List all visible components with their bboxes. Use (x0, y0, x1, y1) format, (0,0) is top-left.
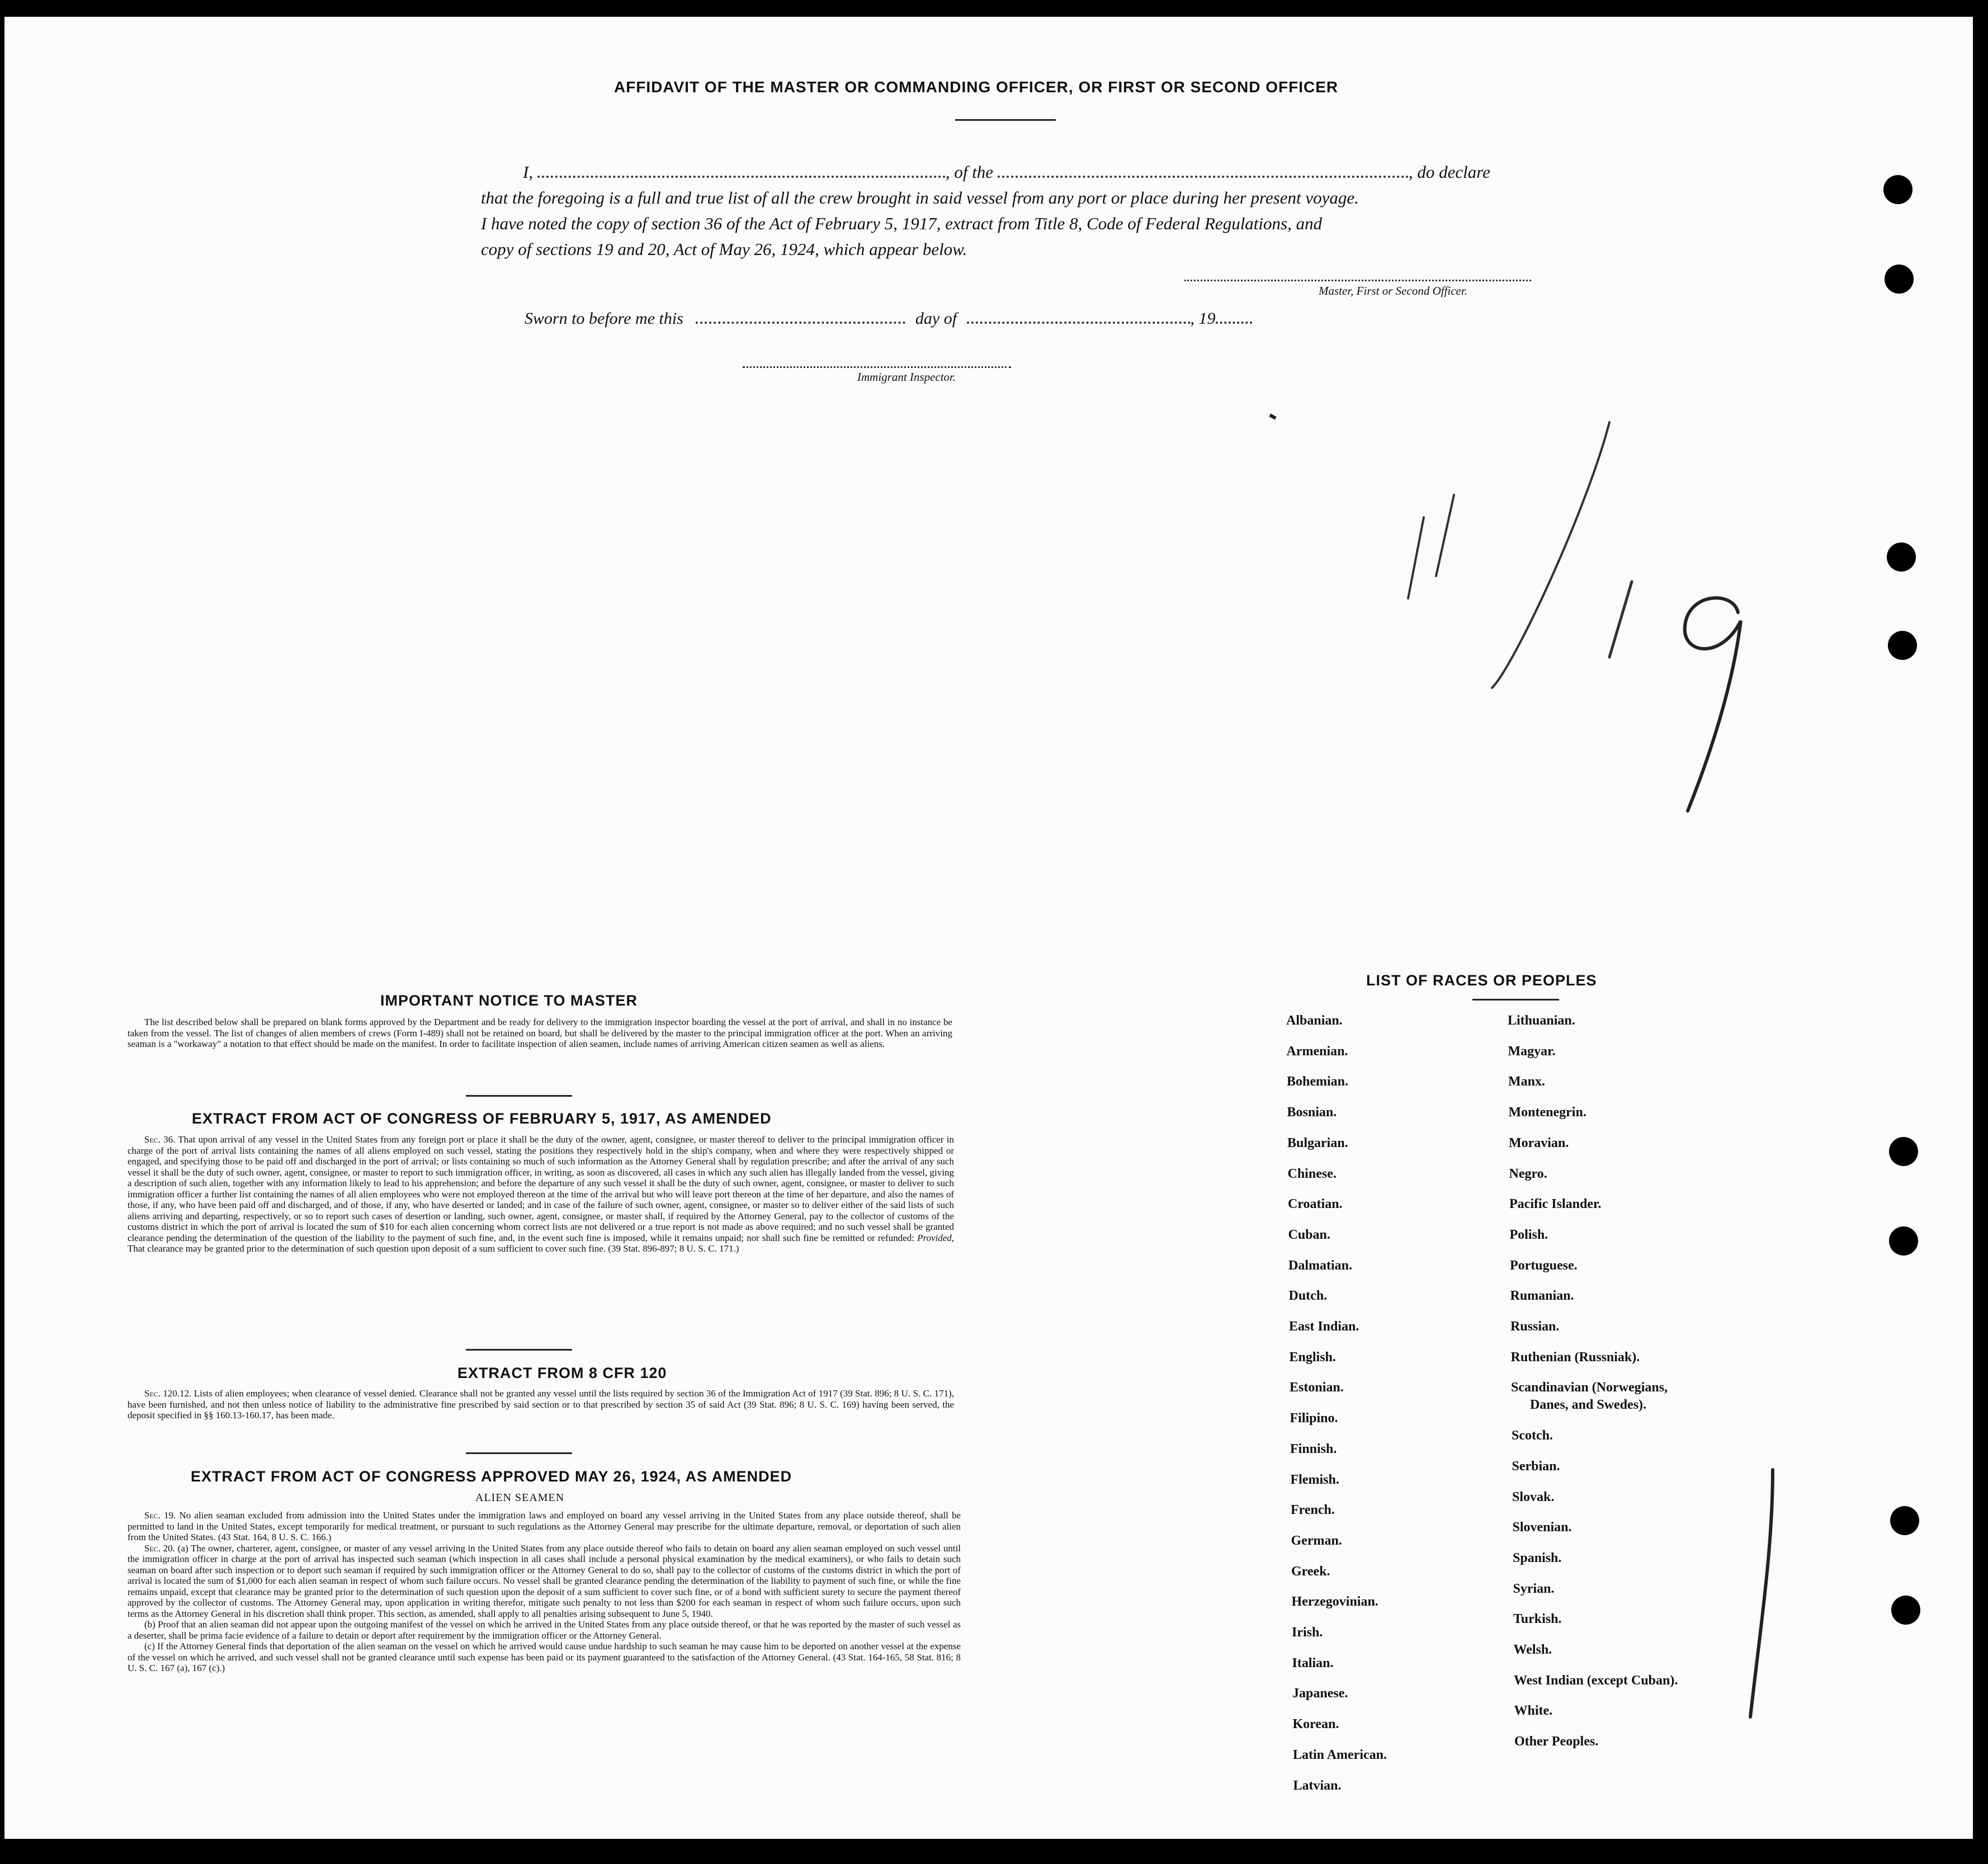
race-item: Russian. (1510, 1319, 1560, 1334)
race-item: Albanian. (1286, 1013, 1343, 1028)
race-item: Lithuanian. (1508, 1013, 1575, 1028)
punch-hole (1888, 631, 1917, 660)
race-item: White. (1514, 1703, 1553, 1719)
race-item: Polish. (1509, 1227, 1548, 1242)
handwritten-tally-mark (1738, 1460, 1805, 1728)
race-item: Filipino. (1290, 1411, 1338, 1426)
race-item: Croatian. (1288, 1197, 1343, 1212)
race-item: Syrian. (1513, 1581, 1555, 1596)
master-signature-label: Master, First or Second Officer. (1319, 284, 1467, 298)
race-item: Irish. (1292, 1625, 1323, 1640)
handwriting-stroke (1685, 598, 1741, 811)
race-item: Pacific Islander. (1509, 1197, 1602, 1212)
punch-hole (1889, 1226, 1918, 1256)
race-item: Other Peoples. (1514, 1734, 1599, 1749)
divider (466, 1095, 572, 1097)
extract2-sec: Sec. 120.12. (144, 1388, 192, 1399)
race-item: Manx. (1508, 1074, 1545, 1089)
race-item: Moravian. (1509, 1135, 1569, 1150)
race-item: English. (1289, 1349, 1336, 1365)
affidavit-line-3: I have noted the copy of section 36 of the Act of February 5, 1917, extract from Title 8, Code of Federal Regulations, and (481, 214, 1323, 233)
tally-stroke (1750, 1470, 1773, 1717)
punch-hole (1891, 1596, 1920, 1625)
race-item: Bohemian. (1287, 1074, 1349, 1089)
handwriting-stroke (1609, 582, 1632, 657)
extract3-title: EXTRACT FROM ACT OF CONGRESS APPROVED MAY 26, 1924, AS AMENDED (191, 1468, 792, 1485)
affidavit-body (481, 159, 1532, 262)
notice-title: IMPORTANT NOTICE TO MASTER (380, 992, 638, 1009)
race-item: Latin American. (1293, 1747, 1387, 1762)
vessel-name-field[interactable] (998, 176, 1409, 178)
race-item: Danes, and Swedes). (1530, 1398, 1647, 1413)
affidavit-line-4: copy of sections 19 and 20, Act of May 26, 1924, which appear below. (481, 239, 967, 259)
handwriting-stroke (1436, 495, 1454, 576)
race-item: Dalmatian. (1288, 1258, 1352, 1273)
inspector-signature-field[interactable] (743, 366, 1011, 368)
race-item: Italian. (1292, 1655, 1334, 1670)
race-item: German. (1291, 1533, 1342, 1548)
races-title: LIST OF RACES OR PEOPLES (1366, 972, 1597, 989)
affidavit-i: I, (523, 162, 533, 182)
race-item: Slovak. (1512, 1489, 1555, 1504)
affidavit-title-rule (955, 119, 1056, 121)
race-item: West Indian (except Cuban). (1514, 1673, 1678, 1688)
race-item: East Indian. (1289, 1319, 1359, 1334)
sworn-day-of: day of (915, 309, 957, 328)
sworn-line (525, 309, 1252, 328)
race-item: Ruthenian (Russniak). (1510, 1349, 1640, 1365)
sworn-month-field[interactable] (967, 322, 1191, 324)
race-item: French. (1291, 1503, 1335, 1518)
sec20-label: Sec. 20. (144, 1542, 176, 1554)
race-item: Portuguese. (1510, 1258, 1578, 1273)
extract2-title: EXTRACT FROM 8 CFR 120 (457, 1365, 667, 1381)
punch-hole (1885, 265, 1914, 294)
race-item: Latvian. (1293, 1778, 1342, 1793)
punch-hole (1887, 542, 1916, 572)
extract1-text: That upon arrival of any vessel in the United States from any foreign port or place it shall be the duty of the owner, agent, consignee, or master thereof to deliver to the principal immigration officer in charge of the port of arrival lists containing the names of all aliens employed on such vessel, stating the positions they respectively hold in the ship's company, when and where they were respectively shipped or engaged, and specifying those to be paid off and discharged in the port of arrival; or lists containing so much of such information as the Attorney General shall by regulation prescribe; and after the arrival of any such vessel it shall be the duty of such owner, agent, consignee, or master to report to such immigration officer, in writing, as soon as discovered, all cases in which any such alien has illegally landed from the vessel, giving a description of such alien, together with any information likely to lead to his apprehension; and before the departure of any such vessel it shall be the duty of such owner, agent, consignee, or master to deliver to such immigration officer a further list containing the names of all alien employees who were not employed thereon at the time of the arrival but who will leave port thereon at the time of her departure, and also the names of those, if any, who have been paid off and discharged, and of those, if any, who have deserted or landed; and in case of the failure of such owner, agent, consignee, or master so to deliver either of the said lists of such aliens arriving and departing, respectively, or so to report such cases of desertion or landing, such owner, agent, consignee, or master shall, if required by the Attorney General, pay to the collector of customs of the customs district in which the port of arrival is located the sum of $10 for each alien concerning whom correct lists are not delivered or a true report is not made as above required; and no such vessel shall be granted clearance pending the determination of the question of the liability to the payment of such fine, and, in the event such fine is imposed, while it remains unpaid; nor shall such fine be remitted or refunded: (128, 1134, 954, 1243)
extract3-sec19 (128, 1510, 961, 1543)
divider (466, 1452, 572, 1454)
race-item: Estonian. (1290, 1380, 1344, 1395)
stray-mark (1269, 413, 1276, 419)
affidavit-line-1 (481, 159, 1532, 185)
extract1-proviso: Provided, (917, 1232, 955, 1243)
race-item: Dutch. (1288, 1289, 1328, 1304)
extract2-text: Lists of alien employees; when clearance of vessel denied. Clearance shall not be granted any vessel until the lists required by section 36 of the Immigration Act of 1917 (39 Stat. 896; 8 U. S. C. 171), have been furnished, and not then unless notice of liability to the administrative fine prescribed by said section or to that prescribed by section 35 of said Act (39 Stat. 896; 8 U. S. C. 169) having been served, the deposit specified in §§ 160.13-160.17, has been made. (128, 1388, 955, 1421)
extract1-paragraph (128, 1134, 954, 1254)
inspector-signature-label: Immigrant Inspector. (857, 370, 956, 384)
race-item: Welsh. (1513, 1643, 1552, 1657)
handwriting-stroke (1492, 422, 1609, 688)
race-item: Bulgarian. (1287, 1135, 1348, 1150)
sec19-label: Sec. 19. (144, 1510, 176, 1521)
race-item: Armenian. (1286, 1044, 1348, 1059)
punch-hole (1890, 1506, 1919, 1535)
extract1-tail: That clearance may be granted prior to the determination of such question upon deposit of a sum sufficient to cover such fine. (39 Stat. 896-897; 8 U. S. C. 171.) (128, 1243, 739, 1254)
race-item: Scotch. (1512, 1428, 1553, 1443)
punch-hole (1883, 175, 1913, 204)
extract3-subtitle: ALIEN SEAMEN (475, 1492, 565, 1504)
extract3-sec20c: (c) If the Attorney General finds that deportation of the alien seaman on the vessel on which he arrived would cause undue hardship to such seaman he may cause him to be deported on another vessel at the expense of the vessel on which he arrived, and such vessel shall not be granted clearance until such expense has been paid or its payment guaranteed to the satisfaction of the Attorney General. (43 Stat. 164-165, 58 Stat. 816; 8 U. S. C. 167 (a), 167 (c).) (128, 1641, 961, 1673)
race-item: Flemish. (1290, 1472, 1339, 1487)
notice-body (128, 1017, 952, 1050)
race-item: Greek. (1291, 1564, 1330, 1579)
divider (466, 1349, 572, 1351)
extract1-body (128, 1134, 954, 1254)
sworn-label: Sworn to before me this (525, 309, 683, 328)
sworn-year-prefix: , 19 (1190, 309, 1216, 328)
master-name-field[interactable] (537, 176, 946, 178)
race-item: Bosnian. (1287, 1105, 1337, 1120)
punch-hole (1889, 1137, 1918, 1166)
race-item: Magyar. (1508, 1044, 1556, 1059)
handwritten-date-note (1375, 397, 1800, 833)
race-item: Turkish. (1513, 1612, 1562, 1627)
extract1-title: EXTRACT FROM ACT OF CONGRESS OF FEBRUARY 5, 1917, AS AMENDED (192, 1110, 772, 1127)
extract3-sec20b: (b) Proof that an alien seaman did not appear upon the outgoing manifest of the vessel on which he arrived in the United States from any place outside thereof, or that he was reported by the master of such vessel as a deserter, shall be prima facie evidence of a failure to detain or deport after requirement by the immigration officer or the Attorney General. (128, 1619, 961, 1641)
sworn-day-field[interactable] (696, 322, 905, 324)
race-item: Chinese. (1287, 1166, 1337, 1181)
race-item: Negro. (1509, 1166, 1547, 1181)
race-item: Montenegrin. (1508, 1105, 1586, 1120)
extract2-body (128, 1388, 954, 1421)
affidavit-do-declare: , do declare (1408, 162, 1490, 182)
affidavit-of-the: , of the (945, 162, 994, 182)
sec19-text: No alien seaman excluded from admission into the United States under the immigration laws and employed on board any vessel arriving in the United States from any place outside thereof, shall be permitted to land in the United States, except temporarily for medical treatment, or pursuant to such regulations as the Attorney General may prescribe for the ultimate departure, removal, or deportation of such alien from the United States. (43 Stat. 164, 8 U. S. C. 166.) (128, 1510, 961, 1542)
sec20a-text: (a) The owner, charterer, agent, consignee, or master of any vessel arriving in the United States from any place outside thereof who fails to detain on board any alien seaman employed on such vessel until the immigration officer in charge at the port of arrival has inspected such seaman (which inspection in all cases shall include a personal physical examination by the medical examiners), or who fails to detain such seaman on board after such inspection or to deport such seaman if required by such immigration officer or the Attorney General to do so, shall pay to the collector of customs of the customs district in which the port of arrival is located the sum of $1,000 for each alien seaman in respect of whom such failure occurs. No vessel shall be granted clearance pending the determination of the liability to payment of such fine, or while the fine remains unpaid, except that clearance may be granted prior to the determination of such question upon the deposit of a sum sufficient to cover such fine, or of a bond with sufficient surety to secure the payment thereof approved by the collector of customs. The Attorney General may, upon application in writing therefor, mitigate such penalty to not less than $200 for each seaman in respect of whom such failure occurs, upon such terms as the Attorney General in his discretion shall think proper. This section, as amended, shall apply to all penalties arising subsequent to June 5, 1940. (128, 1542, 961, 1619)
affidavit-title: AFFIDAVIT OF THE MASTER OR COMMANDING OFFICER, OR FIRST OR SECOND OFFICER (614, 78, 1339, 96)
race-item: Serbian. (1512, 1459, 1560, 1474)
race-item: Finnish. (1290, 1441, 1337, 1456)
race-item: Rumanian. (1510, 1289, 1574, 1304)
master-signature-field[interactable] (1184, 280, 1531, 281)
race-item: Japanese. (1292, 1686, 1348, 1701)
extract1-sec: Sec. 36. (144, 1134, 176, 1145)
extract3-sec20a (128, 1543, 961, 1620)
affidavit-line-2: that the foregoing is a full and true list of all the crew brought in said vessel from any port or place during her present voyage. (481, 188, 1359, 207)
sworn-year-field[interactable] (1216, 322, 1252, 324)
race-item: Korean. (1292, 1717, 1339, 1732)
race-item: Cuban. (1288, 1227, 1330, 1242)
notice-paragraph: The list described below shall be prepared on blank forms approved by the Department and be ready for delivery to the immigration inspector boarding the vessel at the port of arrival, and shall in no instance be taken from the vessel. The list of changes of alien members of crews (Form I-489) shall not be retained on board, but shall be delivered by the master to the principal immigration officer at the port. When an arriving seaman is a "workaway" a notation to that effect should be made on the manifest. In order to facilitate inspection of alien seamen, include names of arriving American citizen seamen as well as aliens. (128, 1017, 952, 1049)
race-item: Spanish. (1513, 1550, 1562, 1565)
race-item: Slovenian. (1512, 1520, 1572, 1535)
race-item: Scandinavian (Norwegians, (1511, 1380, 1668, 1395)
document-page (4, 17, 1973, 1839)
race-item: Herzegovinian. (1291, 1594, 1378, 1610)
races-title-rule (1472, 999, 1559, 1001)
extract3-body (128, 1510, 961, 1674)
handwriting-stroke (1408, 517, 1424, 598)
extract2-paragraph (128, 1388, 954, 1421)
